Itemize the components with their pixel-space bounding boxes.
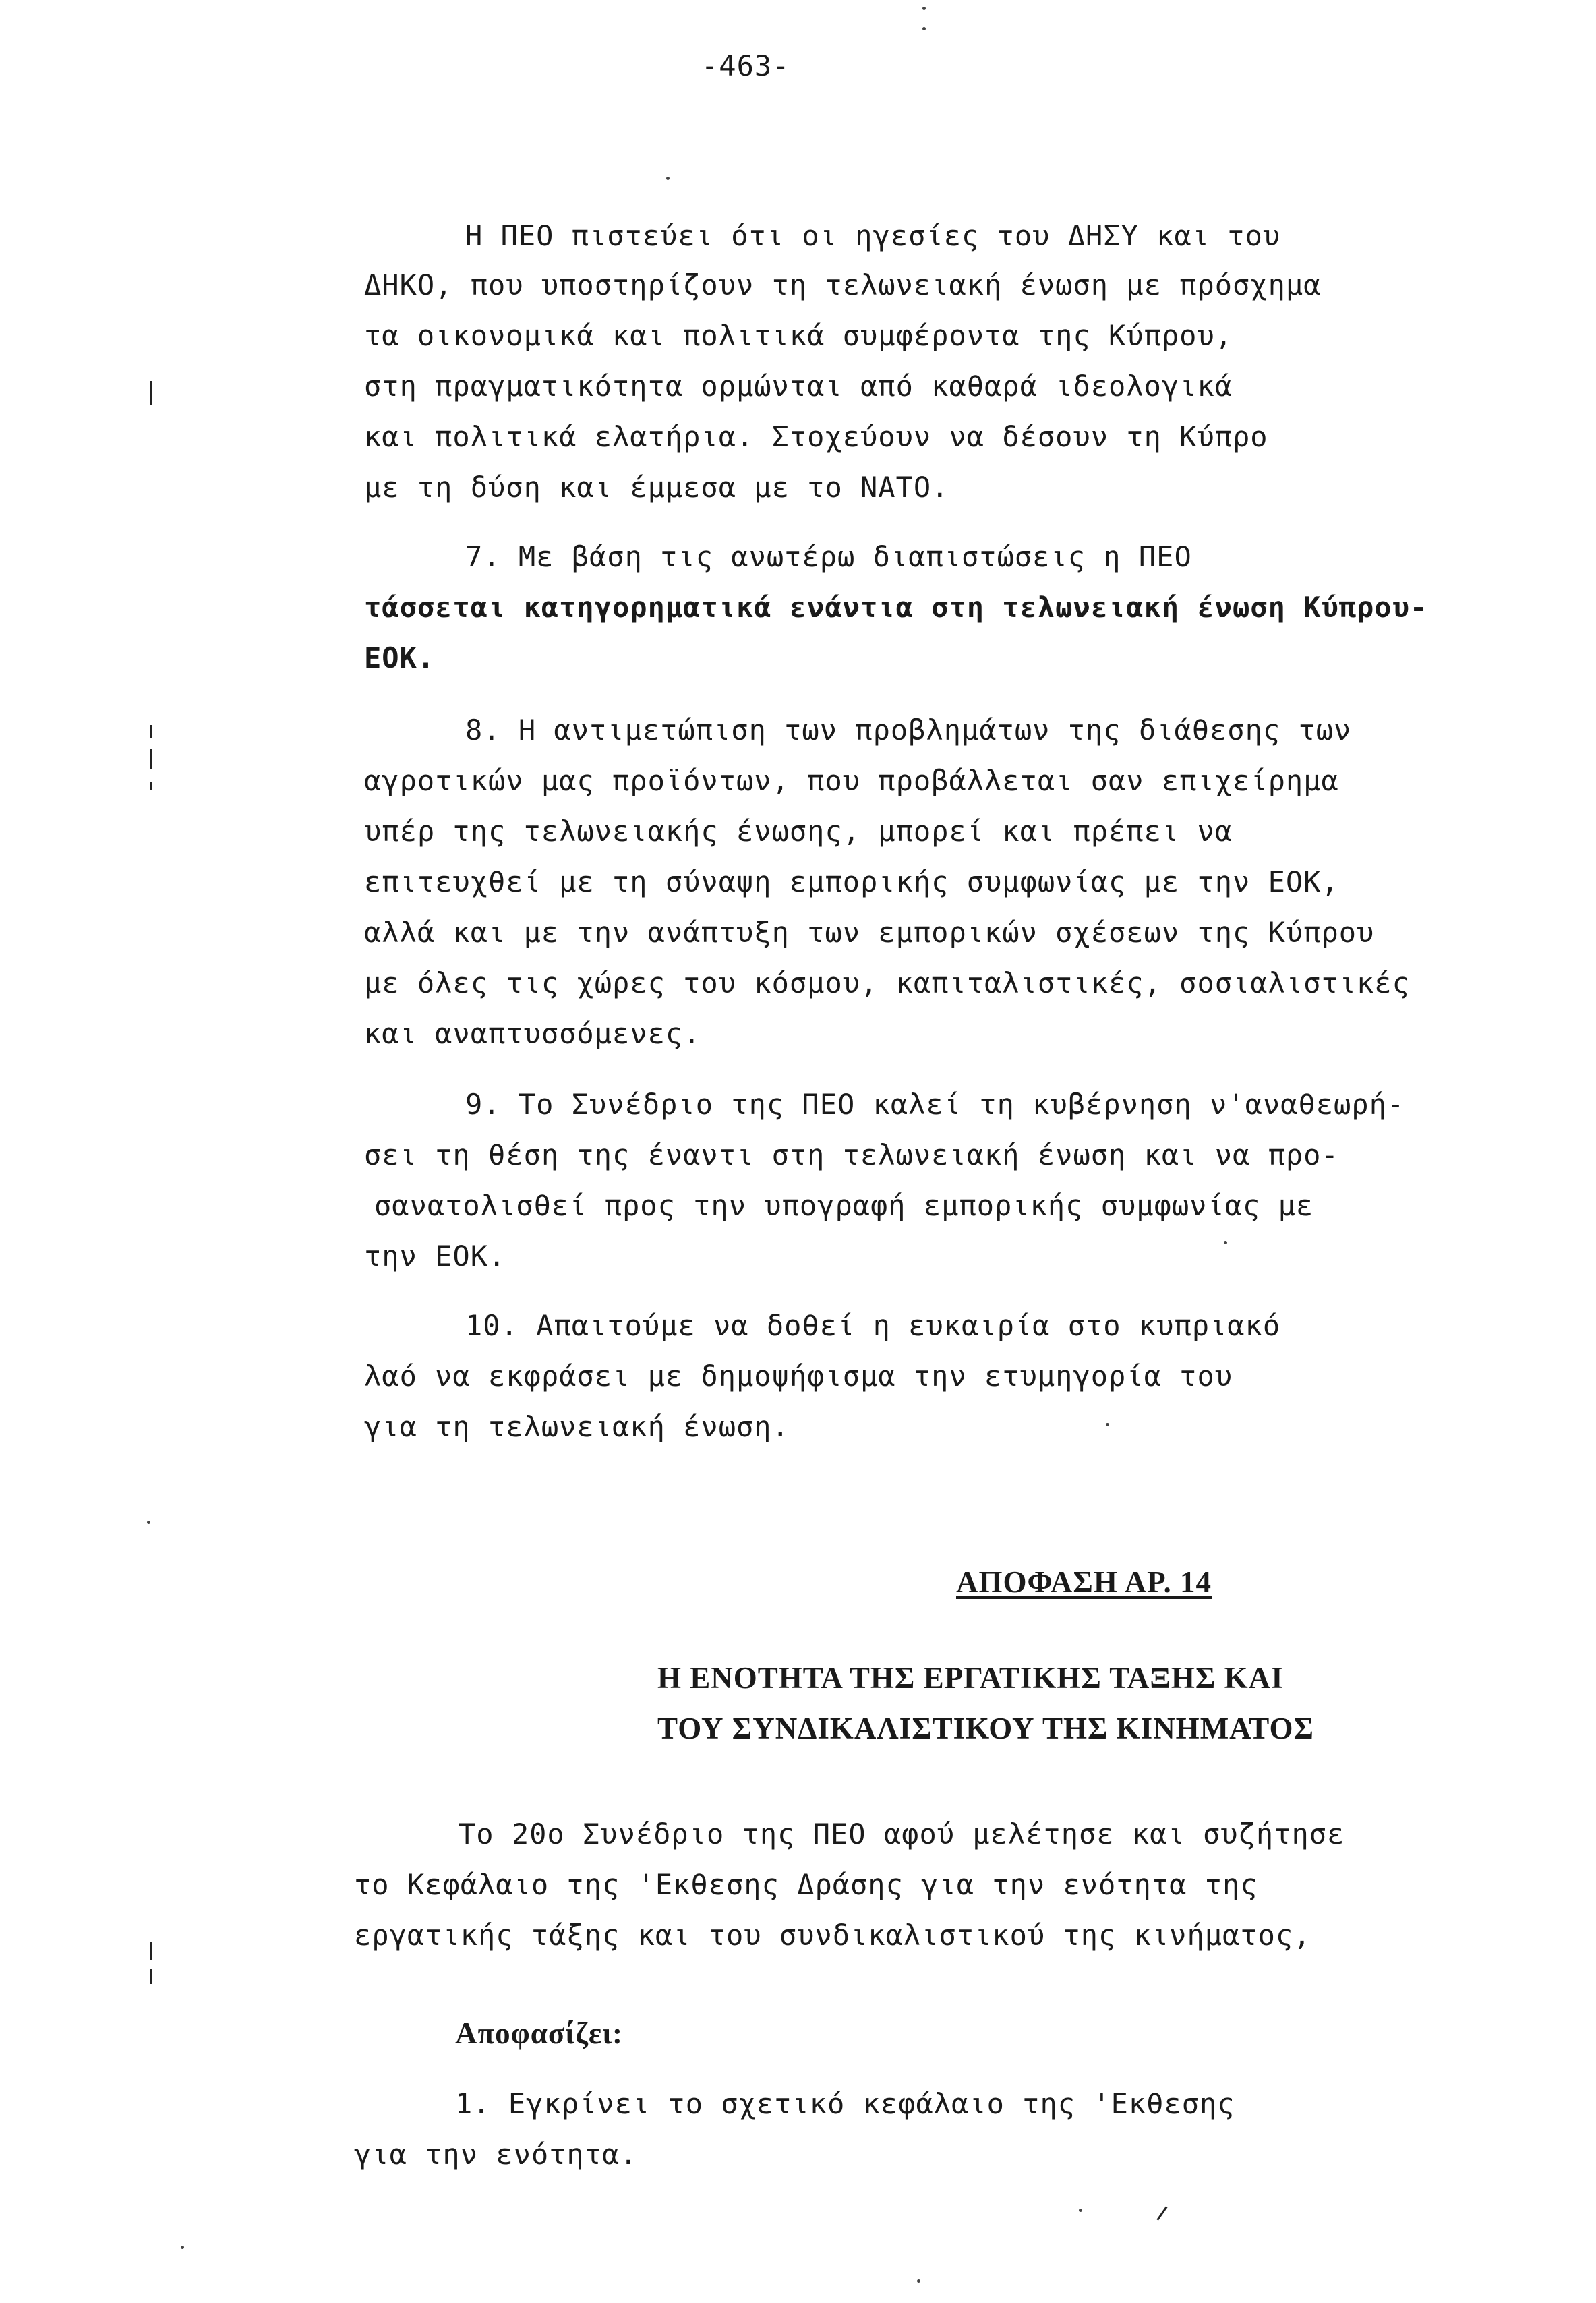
scan-speck [666, 177, 670, 180]
item-8-line: 8. Η αντιμετώπιση των προβλημάτων της διάθεσης των [465, 713, 1352, 747]
decision-title-line: Η ΕΝΟΤΗΤΑ ΤΗΣ ΕΡΓΑΤΙΚΗΣ ΤΑΞΗΣ ΚΑΙ [657, 1661, 1284, 1695]
intro-line: εργατικής τάξης και του συνδικαλιστικού της κινήματος, [354, 1919, 1311, 1952]
item-10-line: 10. Απαιτούμε να δοθεί η ευκαιρία στο κυπριακό [465, 1309, 1281, 1342]
item-9-line: 9. Το Συνέδριο της ΠΕΟ καλεί τη κυβέρνηση ν'αναθεωρή- [465, 1088, 1405, 1121]
paragraph-line: με τη δύση και έμμεσα με το ΝΑΤΟ. [364, 471, 949, 504]
margin-mark [150, 782, 152, 790]
paragraph-line: ΔΗΚΟ, που υποστηρίζουν τη τελωνειακή ένωση με πρόσχημα [364, 268, 1322, 301]
scan-speck [147, 1521, 150, 1524]
scan-speck [917, 2279, 920, 2283]
scan-speck [181, 2246, 184, 2249]
scan-speck [922, 27, 926, 30]
margin-mark [150, 749, 152, 769]
margin-mark [150, 381, 152, 405]
margin-mark [150, 1942, 152, 1960]
margin-mark [150, 725, 152, 738]
page-number: -463- [701, 49, 790, 82]
item-7-bold-line: τάσσεται κατηγορηματικά ενάντια στη τελωνειακή ένωση Κύπρου- [364, 591, 1428, 624]
scan-speck [1224, 1241, 1227, 1244]
item-10-line: για τη τελωνειακή ένωση. [364, 1410, 790, 1443]
item-8-line: υπέρ της τελωνειακής ένωσης, μπορεί και πρέπει να [364, 815, 1233, 848]
item-9-line: την ΕΟΚ. [364, 1240, 506, 1273]
item-8-line: με όλες τις χώρες του κόσμου, καπιταλιστικές, σοσιαλιστικές [364, 966, 1410, 999]
paragraph-line: τα οικονομικά και πολιτικά συμφέροντα της Κύπρου, [364, 319, 1233, 352]
item-8-line: και αναπτυσσόμενες. [364, 1017, 701, 1050]
decision-item-line: 1. Εγκρίνει το σχετικό κεφάλαιο της 'Εκθεσης [455, 2087, 1235, 2120]
item-8-line: αγροτικών μας προϊόντων, που προβάλλεται σαν επιχείρημα [364, 764, 1339, 797]
item-8-line: επιτευχθεί με τη σύναψη εμπορικής συμφωνίας με την ΕΟΚ, [364, 865, 1339, 898]
item-8-line: αλλά και με την ανάπτυξη των εμπορικών σχέσεων της Κύπρου [364, 916, 1375, 949]
scan-speck [922, 7, 926, 10]
item-7-line: 7. Με βάση τις ανωτέρω διαπιστώσεις η ΠΕΟ [465, 540, 1192, 573]
decision-number: ΑΠΟΦΑΣΗ ΑΡ. 14 [956, 1565, 1212, 1599]
pen-stroke [1156, 2206, 1167, 2220]
paragraph-line: Η ΠΕΟ πιστεύει ότι οι ηγεσίες του ΔΗΣΥ και του [465, 219, 1281, 252]
item-9-line: σανατολισθεί προς την υπογραφή εμπορικής συμφωνίας με [374, 1189, 1314, 1222]
item-9-line: σει τη θέση της έναντι στη τελωνειακή ένωση και να προ- [364, 1138, 1339, 1171]
scan-speck [1106, 1423, 1109, 1426]
decision-item-line: για την ενότητα. [354, 2138, 638, 2171]
margin-mark [150, 1969, 152, 1984]
decision-title-line: ΤΟΥ ΣΥΝΔΙΚΑΛΙΣΤΙΚΟΥ ΤΗΣ ΚΙΝΗΜΑΤΟΣ [657, 1712, 1314, 1745]
item-10-line: λαό να εκφράσει με δημοψήφισμα την ετυμηγορία του [364, 1360, 1233, 1393]
intro-line: Το 20ο Συνέδριο της ΠΕΟ αφού μελέτησε και συζήτησε [459, 1817, 1345, 1850]
scan-speck [1079, 2209, 1082, 2212]
paragraph-line: και πολιτικά ελατήρια. Στοχεύουν να δέσουν τη Κύπρο [364, 420, 1268, 453]
intro-line: το Κεφάλαιο της 'Εκθεσης Δράσης για την ενότητα της [354, 1868, 1258, 1901]
item-7-bold-line: ΕΟΚ. [364, 641, 436, 674]
decides-label: Αποφασίζει: [455, 2016, 624, 2050]
paragraph-line: στη πραγματικότητα ορμώνται από καθαρά ιδεολογικά [364, 370, 1233, 403]
